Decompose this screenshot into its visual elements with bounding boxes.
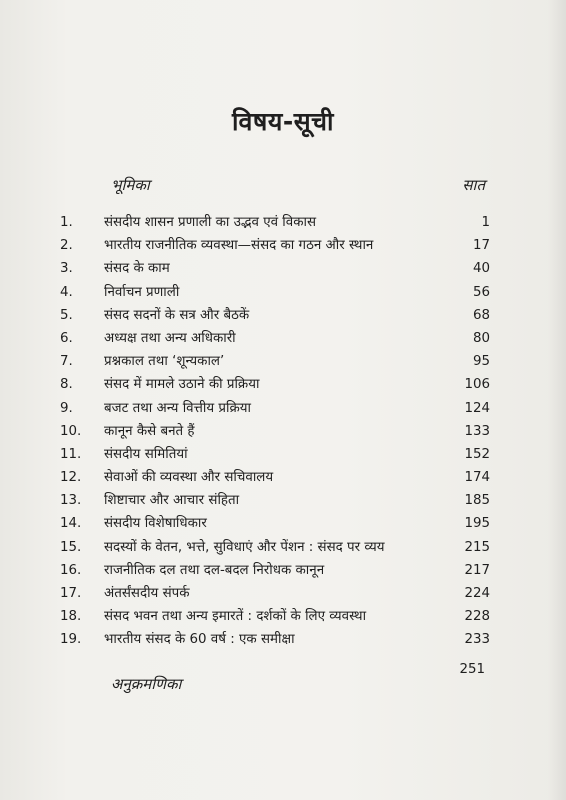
chapter-title: संसद भवन तथा अन्य इमारतें : दर्शकों के लिए व्यवस्था — [104, 609, 367, 625]
toc-list — [60, 211, 490, 652]
chapter-number: 15. — [60, 539, 82, 555]
chapter-title: सदस्यों के वेतन, भत्ते, सुविधाएं और पेंशन : संसद पर व्यय — [104, 539, 385, 555]
chapter-title: कानून कैसे बनते हैं — [104, 423, 195, 439]
toc-header — [111, 175, 485, 197]
chapter-number: 16. — [60, 562, 82, 578]
chapter-number: 1. — [60, 215, 73, 230]
toc-row — [60, 257, 490, 280]
chapter-page-number: 80 — [472, 330, 490, 346]
toc-row — [60, 281, 490, 304]
toc-row — [60, 512, 490, 535]
toc-row — [60, 327, 490, 350]
chapter-page-number: 56 — [472, 284, 490, 300]
chapter-number: 10. — [60, 423, 82, 439]
chapter-page-number: 185 — [464, 493, 490, 509]
chapter-title: बजट तथा अन्य वित्तीय प्रक्रिया — [104, 400, 251, 416]
toc-row — [60, 397, 490, 420]
chapter-title: राजनीतिक दल तथा दल-बदल निरोधक कानून — [104, 562, 325, 578]
chapter-page-number: 228 — [464, 609, 490, 625]
index-label: अनुक्रमणिका — [111, 675, 182, 693]
chapter-title: संसद में मामले उठाने की प्रक्रिया — [104, 377, 260, 393]
chapter-page-number: 17 — [472, 238, 490, 254]
chapter-title: संसदीय शासन प्रणाली का उद्भव एवं विकास — [104, 215, 317, 230]
toc-row — [60, 466, 490, 489]
chapter-page-number: 215 — [464, 539, 490, 555]
toc-row — [60, 304, 490, 327]
chapter-number: 11. — [60, 446, 82, 462]
toc-row — [60, 536, 490, 559]
toc-row — [60, 628, 490, 651]
chapter-number: 3. — [60, 261, 73, 277]
preface-page: सात — [462, 176, 485, 194]
chapter-title: संसदीय समितियां — [104, 446, 188, 462]
chapter-page-number: 106 — [464, 377, 490, 393]
toc-row — [60, 489, 490, 512]
chapter-page-number: 40 — [472, 261, 490, 277]
chapter-number: 12. — [60, 470, 82, 486]
chapter-page-number: 224 — [464, 586, 490, 601]
chapter-number: 9. — [60, 400, 73, 416]
toc-footer — [111, 662, 485, 693]
chapter-page-number: 68 — [472, 307, 490, 323]
chapter-number: 18. — [60, 609, 82, 625]
chapter-number: 7. — [60, 354, 73, 370]
toc-row — [60, 350, 490, 373]
chapter-number: 5. — [60, 307, 73, 323]
chapter-number: 8. — [60, 377, 73, 393]
chapter-page-number: 217 — [464, 562, 490, 578]
toc-row — [60, 605, 490, 628]
chapter-page-number: 1 — [481, 215, 490, 230]
chapter-page-number: 152 — [464, 446, 490, 462]
index-page: 251 — [459, 662, 485, 677]
chapter-title: सेवाओं की व्यवस्था और सचिवालय — [104, 470, 274, 486]
toc-row — [60, 582, 490, 605]
chapter-page-number: 195 — [464, 516, 490, 532]
chapter-page-number: 174 — [464, 470, 490, 486]
toc-row — [60, 443, 490, 466]
page-title: विषय-सूची — [232, 107, 334, 136]
chapter-title: संसद सदनों के सत्र और बैठकें — [104, 307, 250, 323]
chapter-title: प्रश्नकाल तथा ‘शून्यकाल’ — [104, 354, 225, 370]
chapter-title: भारतीय संसद के 60 वर्ष : एक समीक्षा — [104, 632, 295, 648]
chapter-page-number: 133 — [464, 423, 490, 439]
chapter-number: 13. — [60, 493, 82, 509]
chapter-title: अंतर्संसदीय संपर्क — [104, 586, 190, 601]
chapter-title: निर्वाचन प्रणाली — [104, 284, 180, 300]
chapter-page-number: 95 — [472, 354, 490, 370]
chapter-number: 2. — [60, 238, 73, 254]
chapter-title: संसदीय विशेषाधिकार — [104, 516, 207, 532]
chapter-number: 6. — [60, 330, 73, 346]
chapter-number: 19. — [60, 632, 82, 648]
preface-label: भूमिका — [111, 176, 150, 194]
chapter-page-number: 124 — [464, 400, 490, 416]
toc-row — [60, 420, 490, 443]
toc-row — [60, 234, 490, 257]
chapter-title: अध्यक्ष तथा अन्य अधिकारी — [104, 330, 236, 346]
toc-row — [60, 559, 490, 582]
chapter-number: 4. — [60, 284, 73, 300]
chapter-title: शिष्टाचार और आचार संहिता — [104, 493, 240, 509]
chapter-number: 14. — [60, 516, 82, 532]
chapter-number: 17. — [60, 586, 82, 601]
toc-row — [60, 211, 490, 234]
chapter-title: संसद के काम — [104, 261, 170, 277]
chapter-page-number: 233 — [464, 632, 490, 648]
chapter-title: भारतीय राजनीतिक व्यवस्था—संसद का गठन और स्थान — [104, 238, 374, 254]
toc-row — [60, 373, 490, 396]
